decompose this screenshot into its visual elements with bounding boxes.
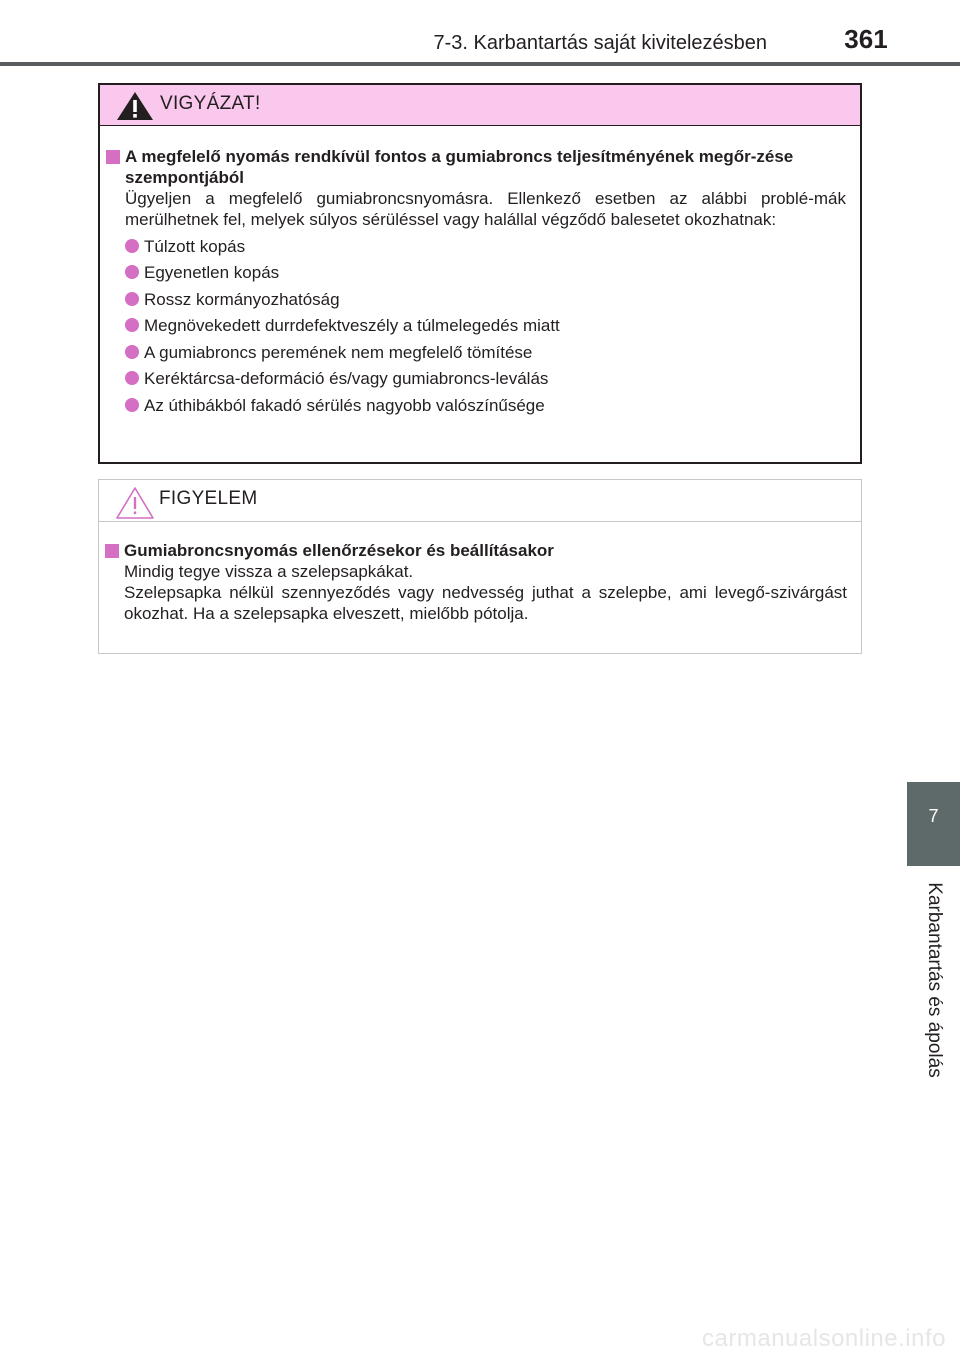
warning-heading-text: A megfelelő nyomás rendkívül fontos a gumiabroncs teljesítményének megőr-zése szempontjából [125,147,794,187]
list-item-text: Túlzott kopás [144,236,246,256]
chapter-tab [907,782,960,866]
list-item [106,342,846,363]
round-bullet-icon [125,318,139,332]
list-item-text: Egyenetlen kopás [144,263,280,282]
chapter-label: Karbantartás és ápolás [924,882,945,1078]
round-bullet-icon [125,345,139,359]
warning-body [100,126,860,416]
warning-triangle-icon [116,91,154,121]
section-title: 7-3. Karbantartás saját kivitelezésben [433,32,767,54]
list-item-text: Keréktárcsa-deformáció és/vagy gumiabroncs-leválás [144,369,549,388]
list-item [106,395,846,416]
page-header [0,0,960,70]
chapter-number: 7 [928,806,939,826]
list-item [106,368,846,389]
round-bullet-icon [125,398,139,412]
list-item-text: A gumiabroncs peremének nem megfelelő tömítése [144,342,533,362]
round-bullet-icon [125,292,139,306]
caution-line-1: Mindig tegye vissza a szelepsapkákat. [124,562,414,581]
list-item [106,289,846,310]
list-item [106,262,846,283]
list-item [106,236,846,257]
caution-box [98,479,862,654]
caution-header [99,480,861,522]
list-item-text: Az úthibákból fakadó sérülés nagyobb valószínűsége [144,395,545,415]
square-bullet-icon [106,150,120,164]
warning-box [98,83,862,464]
caution-title: FIGYELEM [159,488,258,509]
square-bullet-icon [105,544,119,558]
caution-body [99,522,861,624]
warning-header [100,85,860,126]
watermark: carmanualsonline.info [702,1325,946,1352]
caution-heading-text: Gumiabroncsnyomás ellenőrzésekor és beállításakor [124,541,554,560]
caution-heading [105,540,847,561]
list-item-text: Megnövekedett durrdefektveszély a túlmelegedés miatt [144,316,560,335]
header-rule [0,62,960,66]
list-item [106,315,846,336]
warning-list [106,236,846,416]
caution-triangle-icon [115,486,155,520]
round-bullet-icon [125,371,139,385]
round-bullet-icon [125,265,139,279]
warning-intro: Ügyeljen a megfelelő gumiabroncsnyomásra. Ellenkező esetben az alábbi problé-mák merülhetnek fel, melyek súlyos sérüléssel vagy halállal végződő balesetet okozhatnak: [125,189,846,229]
list-item-text: Rossz kormányozhatóság [144,289,340,309]
caution-line-2: Szelepsapka nélkül szennyeződés vagy nedvesség juthat a szelepbe, ami levegő-szivárgást okozhat. Ha a szelepsapka elveszett, mielőbb pótolja. [124,583,847,623]
page-number: 361 [844,24,888,54]
warning-title: VIGYÁZAT! [160,93,261,114]
round-bullet-icon [125,239,139,253]
warning-heading [106,146,846,188]
